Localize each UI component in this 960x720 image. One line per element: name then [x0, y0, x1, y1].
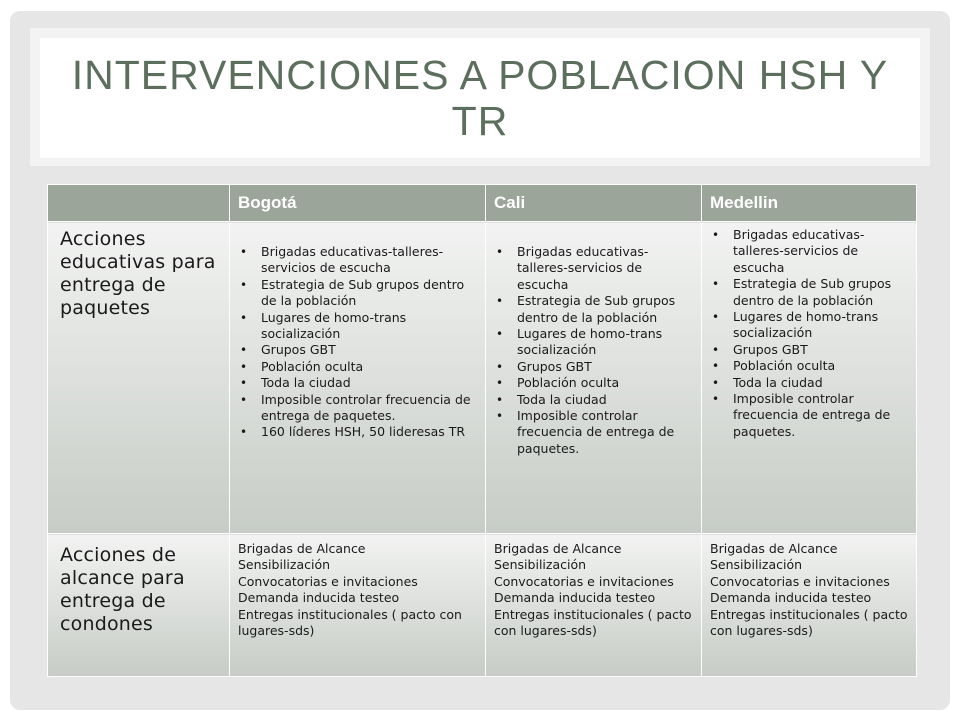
text-line: Entregas institucionales ( pacto con lugares-sds)	[238, 606, 462, 639]
bullet-list	[231, 244, 484, 441]
list-item: • 160 líderes HSH, 50 lideresas TR	[231, 424, 478, 440]
cell-cali-educativas	[486, 222, 702, 534]
list-item: • Imposible controlar frecuencia de entrega de paquetes.	[703, 391, 909, 440]
row-label: Acciones de alcance para entrega de condones	[48, 534, 230, 677]
text-line: Sensibilización	[238, 557, 331, 573]
text-block	[487, 541, 700, 639]
list-item: • Población oculta	[487, 375, 694, 391]
text-line: Entregas institucionales ( pacto con lugares-sds)	[494, 606, 692, 639]
text-line: Convocatorias e invitaciones	[494, 573, 674, 589]
text-line: Demanda inducida testeo	[238, 590, 400, 606]
cell-bogota-alcance	[230, 534, 486, 677]
bullet-list	[487, 244, 700, 457]
title-box	[40, 38, 920, 158]
list-item: • Brigadas educativas-talleres-servicios de escucha	[231, 244, 478, 277]
header-bogota: Bogotá	[230, 185, 486, 222]
list-item: • Toda la ciudad	[231, 375, 478, 391]
bullet-list	[703, 227, 915, 440]
cell-medellin-alcance	[702, 534, 917, 677]
list-item: • Toda la ciudad	[487, 392, 694, 408]
list-item: • Grupos GBT	[231, 342, 478, 358]
table-header-row	[48, 185, 917, 222]
list-item: • Imposible controlar frecuencia de entrega de paquetes.	[231, 392, 478, 425]
text-line: Entregas institucionales ( pacto con lugares-sds)	[710, 606, 908, 639]
list-item: • Lugares de homo-trans socialización	[487, 326, 694, 359]
list-item: • Grupos GBT	[487, 359, 694, 375]
text-line: Sensibilización	[710, 557, 803, 573]
list-item: • Población oculta	[231, 359, 478, 375]
list-item: • Población oculta	[703, 358, 909, 374]
header-medellin: Medellin	[702, 185, 917, 222]
list-item: • Lugares de homo-trans socialización	[231, 310, 478, 343]
text-line: Brigadas de Alcance	[710, 541, 838, 556]
cell-medellin-educativas	[702, 222, 917, 534]
list-item: • Brigadas educativas-talleres-servicios de escucha	[703, 227, 909, 276]
text-block	[231, 541, 484, 639]
text-line: Demanda inducida testeo	[494, 590, 656, 606]
cell-cali-alcance	[486, 534, 702, 677]
text-block	[703, 541, 915, 639]
list-item: • Brigadas educativas-talleres-servicios de escucha	[487, 244, 694, 293]
text-line: Convocatorias e invitaciones	[238, 573, 418, 589]
list-item: • Estrategia de Sub grupos dentro de la población	[487, 293, 694, 326]
cell-bogota-educativas	[230, 222, 486, 534]
list-item: • Estrategia de Sub grupos dentro de la población	[703, 276, 909, 309]
list-item: • Grupos GBT	[703, 342, 909, 358]
table-row	[48, 534, 917, 677]
list-item: • Imposible controlar frecuencia de entrega de paquetes.	[487, 408, 694, 457]
row-label: Acciones educativas para entrega de paquetes	[48, 222, 230, 534]
text-line: Brigadas de Alcance	[238, 541, 366, 556]
list-item: • Estrategia de Sub grupos dentro de la población	[231, 277, 478, 310]
list-item: • Lugares de homo-trans socialización	[703, 309, 909, 342]
text-line: Brigadas de Alcance	[494, 541, 622, 556]
text-line: Convocatorias e invitaciones	[710, 573, 890, 589]
header-corner	[48, 185, 230, 222]
text-line: Sensibilización	[494, 557, 587, 573]
list-item: • Toda la ciudad	[703, 375, 909, 391]
slide-title: INTERVENCIONES A POBLACION HSH Y TR	[71, 52, 889, 144]
text-line: Demanda inducida testeo	[710, 590, 872, 606]
header-cali: Cali	[486, 185, 702, 222]
table-row	[48, 222, 917, 534]
interventions-table	[47, 184, 917, 677]
